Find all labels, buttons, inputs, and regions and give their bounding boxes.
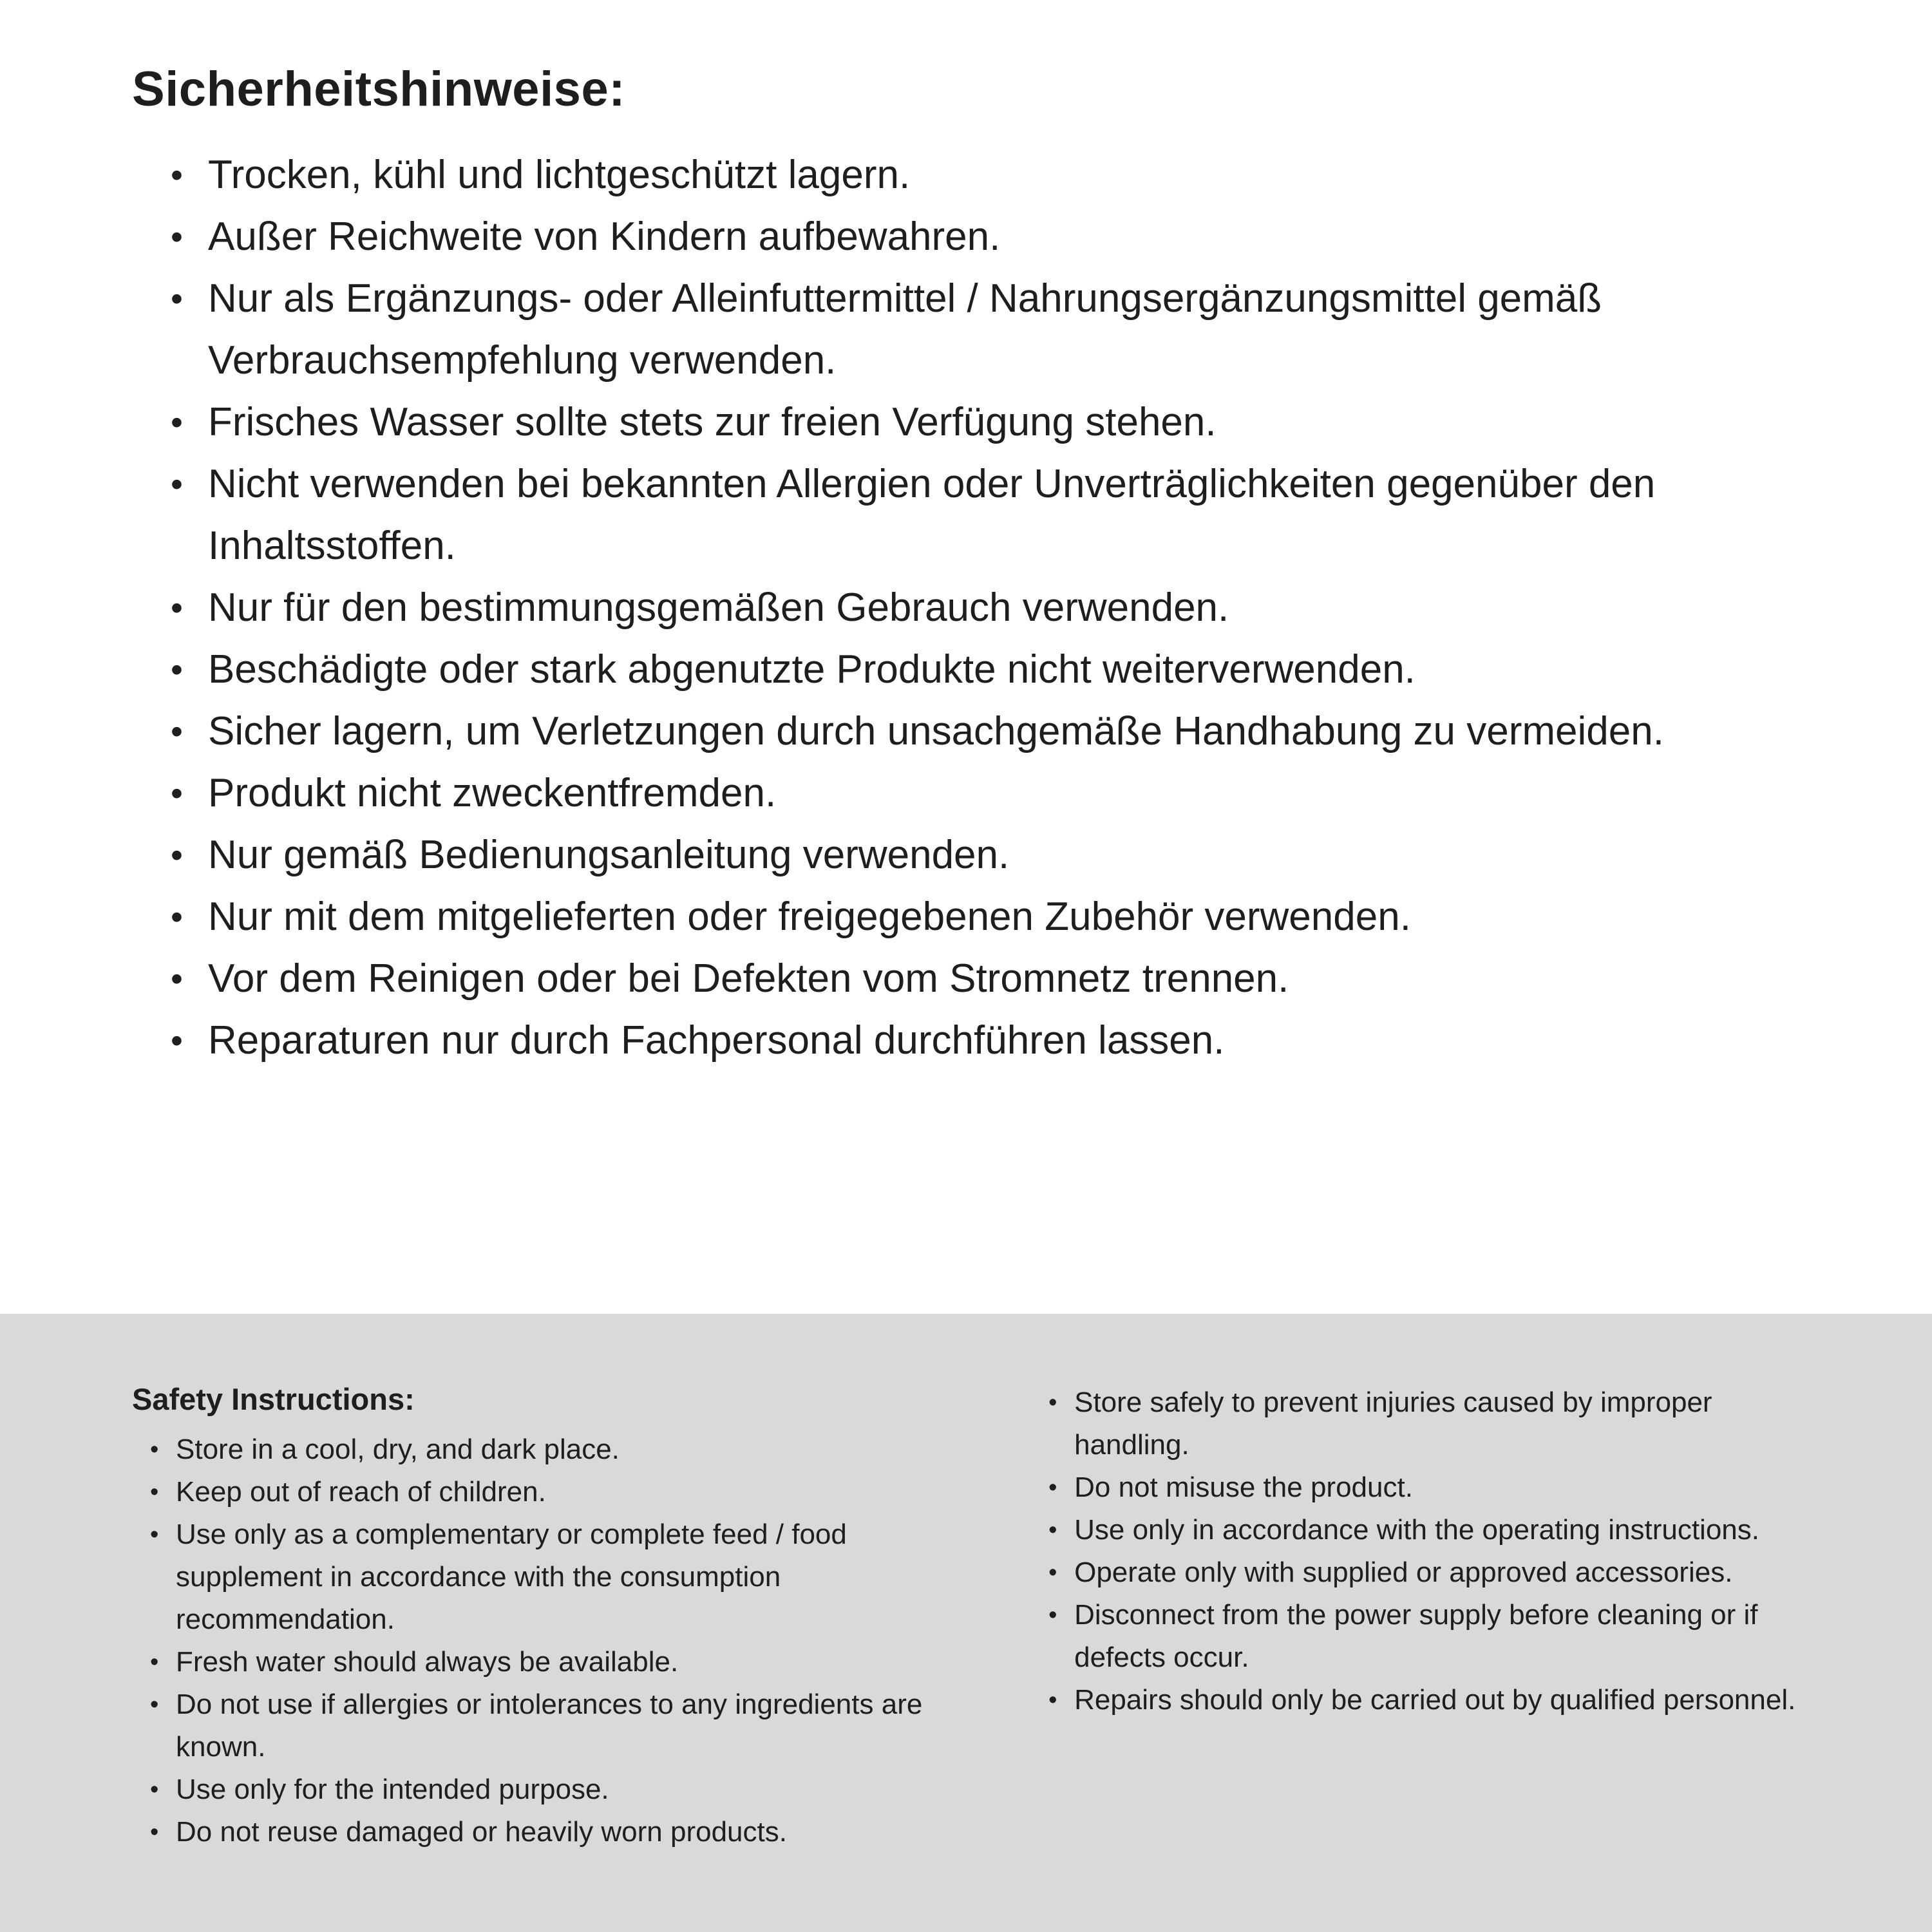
german-instruction: • Außer Reichweite von Kindern aufbewahren. (171, 206, 1697, 268)
english-instruction: • Store in a cool, dry, and dark place. (150, 1428, 942, 1471)
english-instruction-list-right (1048, 1381, 1813, 1721)
german-instruction: • Nur für den bestimmungsgemäßen Gebrauch verwenden. (171, 577, 1697, 639)
german-instruction: • Nur als Ergänzungs- oder Alleinfuttermittel / Nahrungsergänzungsmittel gemäß Verbrauchsempfehlung verwenden. (171, 268, 1697, 392)
german-title: Sicherheitshinweise: (132, 62, 626, 117)
english-instruction: • Use only in accordance with the operating instructions. (1048, 1509, 1813, 1551)
english-title: Safety Instructions: (132, 1382, 415, 1416)
german-instruction: • Beschädigte oder stark abgenutzte Produkte nicht weiterverwenden. (171, 639, 1697, 701)
english-instruction: • Store safely to prevent injuries caused by improper handling. (1048, 1381, 1813, 1466)
german-instruction: • Produkt nicht zweckentfremden. (171, 762, 1697, 824)
english-instruction: • Do not use if allergies or intolerances to any ingredients are known. (150, 1683, 942, 1768)
english-instruction: • Use only as a complementary or complete feed / food supplement in accordance with the consumption recommendation. (150, 1513, 942, 1641)
english-instruction: • Fresh water should always be available. (150, 1641, 942, 1683)
english-left-column (132, 1381, 942, 1853)
english-instruction: • Repairs should only be carried out by qualified personnel. (1048, 1679, 1813, 1721)
german-instruction: • Reparaturen nur durch Fachpersonal durchführen lassen. (171, 1010, 1697, 1072)
english-section (0, 1314, 1932, 1932)
english-right-column (1048, 1381, 1813, 1721)
english-instruction: • Keep out of reach of children. (150, 1471, 942, 1513)
german-instruction: • Frisches Wasser sollte stets zur freien Verfügung stehen. (171, 392, 1697, 453)
english-instruction: • Disconnect from the power supply before cleaning or if defects occur. (1048, 1594, 1813, 1679)
german-instruction: • Nur mit dem mitgelieferten oder freigegebenen Zubehör verwenden. (171, 886, 1697, 948)
german-instruction: • Sicher lagern, um Verletzungen durch unsachgemäße Handhabung zu vermeiden. (171, 701, 1697, 762)
german-instruction: • Nicht verwenden bei bekannten Allergien oder Unverträglichkeiten gegenüber den Inhaltsstoffen. (171, 453, 1697, 577)
english-instruction: • Do not misuse the product. (1048, 1466, 1813, 1509)
german-instruction-list (132, 144, 1697, 1072)
english-instruction: • Operate only with supplied or approved accessories. (1048, 1551, 1813, 1594)
german-instruction: • Trocken, kühl und lichtgeschützt lagern. (171, 144, 1697, 206)
english-instruction-list-left (132, 1428, 942, 1853)
english-instruction: • Do not reuse damaged or heavily worn products. (150, 1811, 942, 1853)
english-instruction: • Use only for the intended purpose. (150, 1768, 942, 1811)
german-instruction: • Nur gemäß Bedienungsanleitung verwenden. (171, 824, 1697, 886)
german-instruction: • Vor dem Reinigen oder bei Defekten vom Stromnetz trennen. (171, 948, 1697, 1010)
